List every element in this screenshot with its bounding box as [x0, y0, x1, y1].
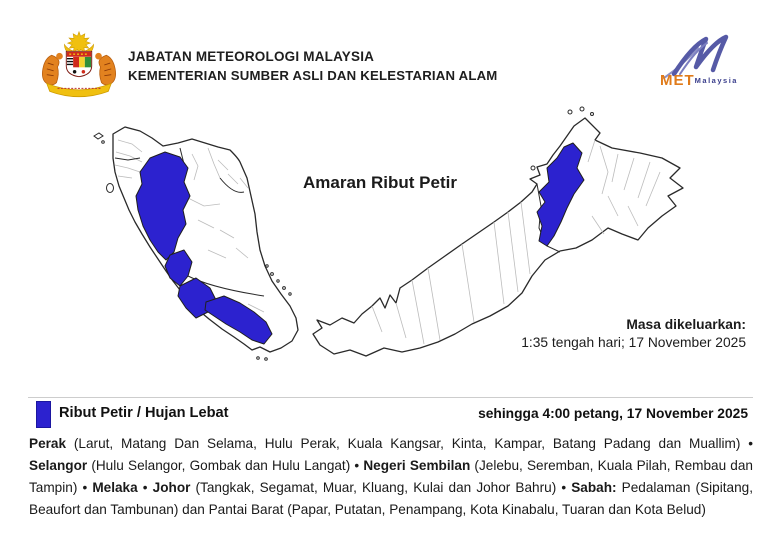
- legend-validity: sehingga 4:00 petang, 17 November 2025: [478, 406, 748, 421]
- warning-state-name: Melaka: [92, 480, 138, 495]
- warning-area-detail: (Larut, Matang Dan Selama, Hulu Perak, Kuala Kangsar, Kinta, Kampar, Batang Padang dan Muallim) •: [66, 436, 753, 451]
- malaysia-coat-of-arms-icon: [38, 29, 120, 99]
- met-logo-subtext: Malaysia: [694, 76, 738, 85]
- warning-area-detail: (Tangkak, Segamat, Muar, Kluang, Kulai dan Johor Bahru) •: [190, 480, 572, 495]
- met-logo-wordmark: [660, 72, 738, 90]
- issued-time-block: [521, 317, 746, 350]
- warning-state-name: Johor: [152, 480, 191, 495]
- legend-swatch: [36, 401, 51, 428]
- warning-state-name: Sabah:: [571, 480, 617, 495]
- agency-title: [128, 49, 498, 83]
- met-logo-text: MET: [660, 72, 695, 89]
- warning-state-name: Selangor: [29, 458, 88, 473]
- warning-area-detail: Pedalaman (Sipitang, Beaufort dan Tambunan) dan Pantai Barat (Papar, Putatan, Penampang, Kota Kinabalu, Tuaran dan Kota Belud): [29, 480, 753, 517]
- warning-area-detail: (Hulu Selangor, Gombak dan Hulu Langat) •: [87, 458, 364, 473]
- warning-area-detail: •: [137, 480, 153, 495]
- warning-area-detail: (Jelebu, Seremban, Kuala Pilah, Rembau dan Tampin) •: [29, 458, 753, 495]
- legend-divider: [28, 397, 753, 398]
- issued-time-value: 1:35 tengah hari; 17 November 2025: [521, 335, 746, 350]
- agency-name-line1: JABATAN METEOROLOGI MALAYSIA: [128, 49, 375, 64]
- warning-state-name: Perak: [29, 436, 67, 451]
- warning-areas-text: [29, 433, 753, 521]
- map-peninsular-malaysia: [68, 118, 313, 390]
- met-malaysia-logo: [652, 34, 770, 98]
- agency-name-line2: KEMENTERIAN SUMBER ASLI DAN KELESTARIAN ALAM: [128, 68, 498, 83]
- legend-label: Ribut Petir / Hujan Lebat: [59, 405, 229, 421]
- warning-title: Amaran Ribut Petir: [303, 173, 457, 192]
- issued-time-label: Masa dikeluarkan:: [626, 317, 746, 332]
- warning-state-name: Negeri Sembilan: [363, 458, 471, 473]
